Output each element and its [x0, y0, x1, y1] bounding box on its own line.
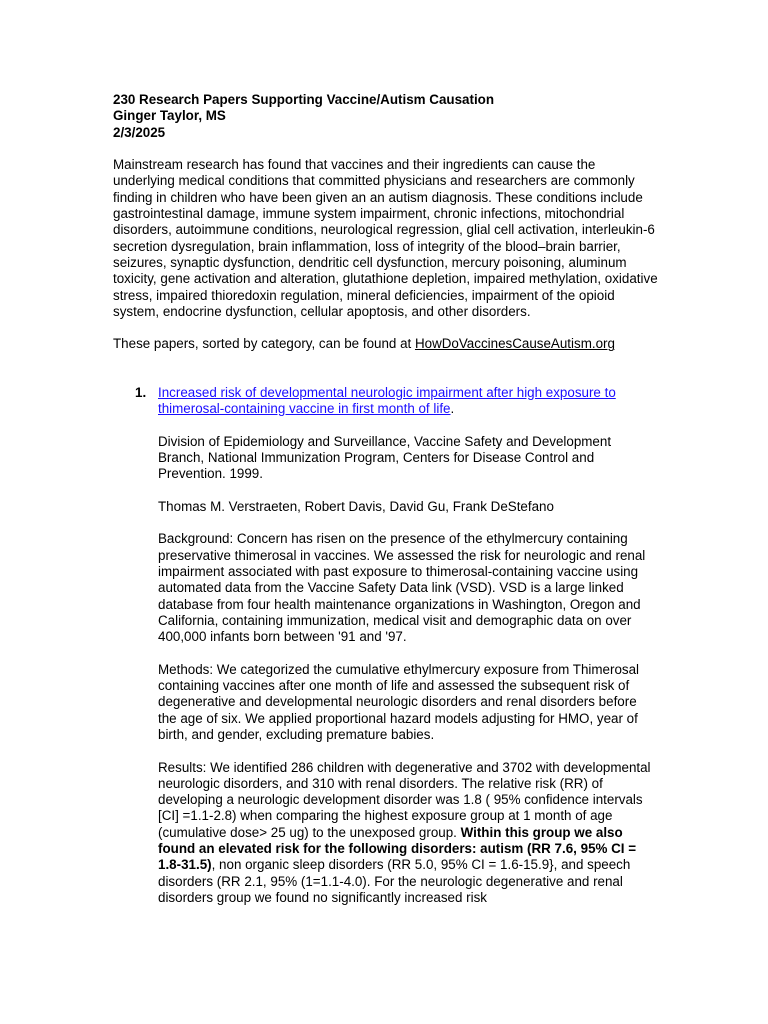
paper-authors: Thomas M. Verstraeten, Robert Davis, David Gu, Frank DeStefano [158, 498, 554, 514]
results-text-part1: Results: We identified 286 children with degenerative and 3702 with developmental neurologic disorders, and 310 with renal disorders. The relative risk (RR) of developing a neurologic development disorder was 1.8 ( 95% confidence intervals [CI] =1.1-2.8) when comparing the highest exposure group at 1 month of age (cumulative dose> 25 ug) to the unexposed group. [158, 759, 651, 840]
paper-title-line [158, 385, 658, 418]
website-link[interactable]: HowDoVaccinesCauseAutism.org [414, 336, 615, 352]
paper-methods: Methods: We categorized the cumulative ethylmercury exposure from Thimerosal containing vaccines after one month of life and assessed the subsequent risk of degenerative and developmental neurologic disorders and renal disorders before the age of six. We applied proportional hazard models adjusting for HMO, year of birth, and gender, excluding premature babies. [158, 661, 640, 742]
document-page [113, 92, 658, 923]
paper-title-period: . [450, 401, 455, 417]
paper-background: Background: Concern has risen on the presence of the ethylmercury containing preservative thimerosal in vaccines. We assessed the risk for neurologic and renal impairment associated with past exposure to thimerosal-containing vaccine using automated data from the Vaccine Safety Data link (VSD). VSD is a large linked database from four health maintenance organizations in Washington, Oregon and California, containing immunization, medical visit and demographic data on over 400,000 infants born between '91 and '97. [158, 531, 646, 645]
results-bold-finding: Within this group we also found an elevated risk for the following disorders: autism (RR 7.6, 95% CI = 1.8-31.5) [158, 824, 637, 873]
results-text-part2: , non organic sleep disorders (RR 5.0, 95% CI = 1.6-15.9}, and speech disorders (RR 2.1, 95% (1=1.1-4.0). For the neurologic degenerative and renal disorders group we found no significantly increased risk [158, 857, 631, 905]
document-date: 2/3/2025 [113, 124, 166, 140]
list-item [158, 385, 658, 907]
paper-results [158, 760, 658, 907]
sorted-by-category-line [113, 336, 658, 352]
sorted-prefix-text: These papers, sorted by category, can be found at [113, 336, 415, 352]
paper-list [113, 385, 658, 907]
document-author: Ginger Taylor, MS [113, 108, 226, 124]
paper-title-link[interactable]: Increased risk of developmental neurologic impairment after high exposure to thimerosal-containing vaccine in first month of life [158, 384, 616, 417]
paper-affiliation: Division of Epidemiology and Surveillance, Vaccine Safety and Development Branch, National Immunization Program, Centers for Disease Control and Prevention. 1999. [158, 433, 612, 482]
list-item-number: 1. [135, 384, 147, 400]
intro-paragraph: Mainstream research has found that vaccines and their ingredients can cause the underlying medical conditions that committed physicians and researchers are commonly finding in children who have been given an an autism diagnosis. These conditions include gastrointestinal damage, immune system impairment, chronic infections, mitochondrial disorders, autoimmune conditions, neurological regression, glial cell activation, interleukin-6 secretion dysregulation, brain inflammation, loss of integrity of the blood–brain barrier, seizures, synaptic dysfunction, dendritic cell dysfunction, mercury poisoning, aluminum toxicity, gene activation and alteration, glutathione depletion, impaired methylation, oxidative stress, impaired thioredoxin regulation, mineral deficiencies, impairment of the opioid system, endocrine dysfunction, cellular apoptosis, and other disorders. [113, 157, 658, 319]
document-title: 230 Research Papers Supporting Vaccine/Autism Causation [113, 92, 495, 107]
